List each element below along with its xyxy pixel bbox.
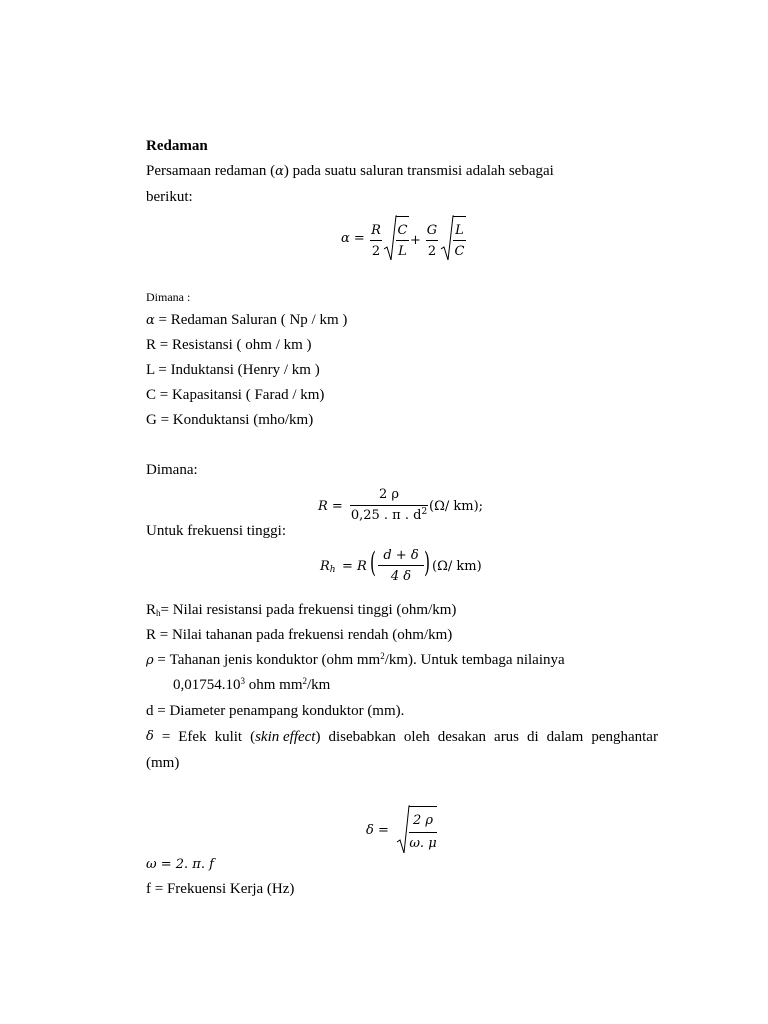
rho-definition-exp: 2: [380, 651, 385, 661]
intro-line-2: berikut:: [146, 189, 193, 205]
delta-word: arus: [494, 729, 520, 745]
delta-word: penghantar: [591, 729, 658, 745]
eq3-lhs: [320, 560, 336, 573]
delta-word: Efek: [178, 729, 207, 745]
eq1-frac1-num: R: [371, 223, 381, 238]
eq3-bar: [378, 565, 424, 566]
rho-definition-text-b: /km). Untuk tembaga nilainya: [384, 652, 565, 668]
eq3-lhs-main: R: [320, 559, 330, 574]
definition-alpha-text: = Redaman Saluran ( Np / km ): [154, 312, 348, 328]
eq3-lhs-sub: h: [329, 565, 336, 575]
rh-definition: [146, 603, 456, 618]
attenuation-equation: [336, 214, 486, 264]
copper-value: [173, 678, 330, 693]
eq1-frac1-den: 2: [371, 244, 381, 259]
high-frequency-label: Untuk frekuensi tinggi:: [146, 523, 286, 539]
skin-effect-italic: skin effect: [255, 729, 316, 745]
delta-word-equals: =: [161, 729, 171, 745]
eq3-den: 4 δ: [390, 569, 412, 584]
eq1-frac1-bar: [370, 240, 382, 241]
eq4-overline: [409, 806, 437, 807]
definition-alpha-symbol: α: [146, 313, 155, 328]
eq1-sqrt1-num: C: [397, 223, 408, 238]
definition-g: G = Konduktansi (mho/km): [146, 412, 314, 428]
eq2-num: 2 ρ: [378, 487, 400, 502]
dimana-small-label: Dimana :: [146, 290, 191, 304]
eq1-sqrt1-bar: [396, 240, 409, 241]
eq3-left-paren: (: [370, 546, 377, 579]
rho-definition-text-a: = Tahanan jenis konduktor (ohm mm: [153, 652, 381, 668]
eq2-lhs: R =: [318, 499, 343, 514]
dimana-label: Dimana:: [146, 462, 198, 478]
sqrt2-radical-icon: [440, 214, 454, 264]
copper-value-a: 0,01754.10: [173, 677, 241, 693]
eq1-sqrt2-den: C: [454, 244, 465, 259]
eq4-den: ω. μ: [409, 836, 437, 851]
eq2-unit: (Ω/ km);: [429, 499, 484, 514]
eq2-den: [350, 509, 428, 522]
intro-text-a: Persamaan redaman (: [146, 163, 276, 179]
skin-depth-equation: [364, 804, 454, 856]
d-definition: d = Diameter penampang konduktor (mm).: [146, 703, 405, 719]
delta-word: di: [527, 729, 539, 745]
eq1-frac2-den: 2: [427, 244, 437, 259]
eq2-den-exp: 2: [421, 507, 428, 517]
eq4-num: 2 ρ: [412, 813, 434, 828]
eq4-lhs: δ =: [366, 823, 389, 838]
eq1-sqrt2-bar: [453, 240, 466, 241]
intro-line-1: [146, 164, 554, 179]
rho-symbol: ρ: [146, 653, 154, 668]
eq2-den-text: 0,25 . π . d: [350, 508, 422, 523]
sqrt1-overline: [396, 216, 409, 217]
delta-symbol: δ: [146, 729, 154, 744]
rho-definition: [146, 653, 565, 668]
delta-unit: (mm): [146, 755, 180, 771]
eq1-plus: +: [410, 233, 421, 248]
copper-value-exp: 3: [240, 676, 245, 686]
delta-word-skin-effect: (skin effect): [250, 729, 321, 745]
delta-word: disebabkan: [328, 729, 396, 745]
delta-definition-line: [146, 730, 658, 745]
delta-word: dalam: [546, 729, 584, 745]
intro-text-b: ) pada suatu saluran transmisi adalah sebagai: [283, 163, 554, 179]
section-title: Redaman: [146, 138, 208, 154]
eq1-frac2-num: G: [426, 223, 438, 238]
copper-value-exp2: 2: [302, 676, 308, 686]
copper-value-b: ohm mm: [245, 677, 303, 693]
eq3-right-paren: ): [424, 546, 431, 579]
high-frequency-resistance-equation: [318, 546, 498, 586]
eq3-unit: (Ω/ km): [432, 559, 482, 574]
eq1-lhs: α =: [341, 231, 365, 246]
eq2-bar: [350, 505, 428, 506]
alpha-symbol: α: [275, 164, 284, 179]
definition-l: L = Induktansi (Henry / km ): [146, 362, 320, 378]
resistance-equation: [316, 486, 496, 526]
r-definition: R = Nilai tahanan pada frekuensi rendah (ohm/km): [146, 627, 453, 643]
sqrt2-overline: [453, 216, 466, 217]
eq3-eq-r: = R: [342, 559, 367, 574]
eq3-num: d + δ: [383, 548, 419, 563]
eq4-bar: [409, 832, 437, 833]
eq1-sqrt1-den: L: [398, 244, 407, 259]
rh-definition-sub: h: [156, 608, 161, 618]
definition-c: C = Kapasitansi ( Farad / km): [146, 387, 325, 403]
copper-value-c: /km: [307, 677, 331, 693]
definition-r: R = Resistansi ( ohm / km ): [146, 337, 312, 353]
omega-equation: ω = 2. π. f: [146, 857, 214, 872]
eq1-sqrt2-num: L: [455, 223, 464, 238]
definition-alpha: [146, 313, 347, 328]
f-definition: f = Frekuensi Kerja (Hz): [146, 881, 295, 897]
sqrt1-radical-icon: [383, 214, 397, 264]
delta-word: desakan: [437, 729, 487, 745]
rh-definition-symbol: R: [146, 602, 157, 618]
rh-definition-text: = Nilai resistansi pada frekuensi tinggi (ohm/km): [160, 602, 457, 618]
eq1-frac2-bar: [426, 240, 438, 241]
delta-word: oleh: [403, 729, 430, 745]
sqrt-radical-icon: [396, 804, 410, 856]
delta-word: kulit: [214, 729, 243, 745]
